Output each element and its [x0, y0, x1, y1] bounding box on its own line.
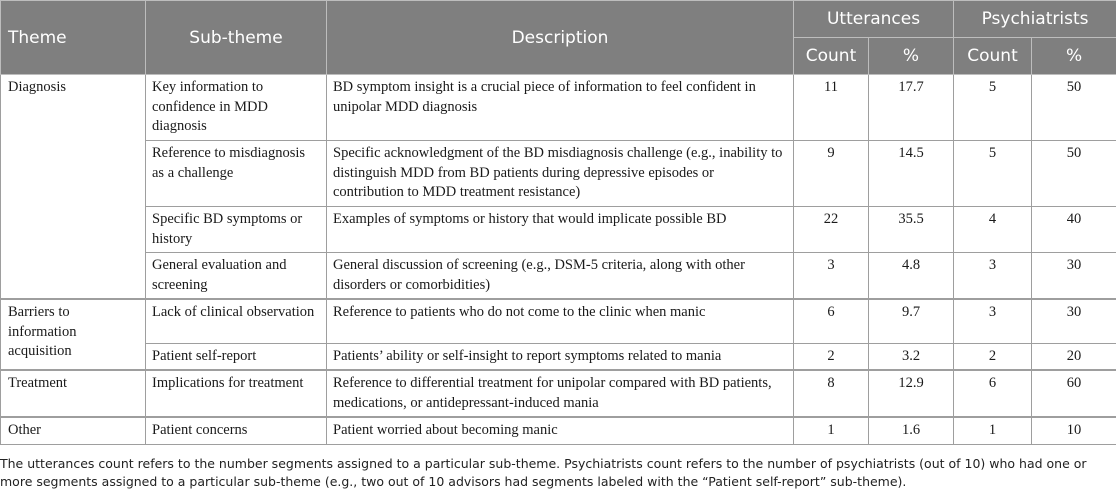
utterances-pct-cell: 14.5	[869, 141, 954, 207]
utterances-count-cell: 22	[794, 207, 869, 253]
theme-treatment: Treatment	[1, 370, 146, 417]
header-utterances-pct: %	[869, 38, 954, 75]
psychiatrists-pct-cell: 40	[1032, 207, 1116, 253]
utterances-pct-cell: 17.7	[869, 75, 954, 141]
psychiatrists-count-cell: 1	[954, 417, 1032, 444]
utterances-count-cell: 9	[794, 141, 869, 207]
table-row	[1, 75, 1116, 141]
utterances-pct-cell: 3.2	[869, 343, 954, 370]
subtheme-cell: Reference to misdiagnosis as a challenge	[146, 141, 327, 207]
utterances-count-cell: 8	[794, 370, 869, 417]
description-cell: Patient worried about becoming manic	[327, 417, 794, 444]
table-row	[1, 141, 1116, 207]
description-cell: Patients’ ability or self-insight to report symptoms related to mania	[327, 343, 794, 370]
theme-other: Other	[1, 417, 146, 444]
header-utterances-count: Count	[794, 38, 869, 75]
table-row	[1, 417, 1116, 444]
theme-diagnosis: Diagnosis	[1, 75, 146, 300]
utterances-count-cell: 6	[794, 299, 869, 343]
utterances-pct-cell: 1.6	[869, 417, 954, 444]
psychiatrists-count-cell: 4	[954, 207, 1032, 253]
utterances-count-cell: 11	[794, 75, 869, 141]
subtheme-cell: Key information to confidence in MDD diagnosis	[146, 75, 327, 141]
subtheme-cell: General evaluation and screening	[146, 253, 327, 300]
header-psychiatrists-pct: %	[1032, 38, 1116, 75]
utterances-count-cell: 3	[794, 253, 869, 300]
psychiatrists-pct-cell: 30	[1032, 299, 1116, 343]
header-psychiatrists-count: Count	[954, 38, 1032, 75]
psychiatrists-pct-cell: 10	[1032, 417, 1116, 444]
description-cell: BD symptom insight is a crucial piece of information to feel confident in unipolar MDD diagnosis	[327, 75, 794, 141]
utterances-count-cell: 1	[794, 417, 869, 444]
utterances-pct-cell: 9.7	[869, 299, 954, 343]
table-row	[1, 343, 1116, 370]
header-subtheme: Sub-theme	[146, 1, 327, 75]
table-row	[1, 253, 1116, 300]
table-footnote: The utterances count refers to the number segments assigned to a particular sub-theme. Psychiatrists count refers to the number of psychiatrists (out of 10) who had one or more segments assigned to a particular sub-theme (e.g., two out of 10 advisors had segments labeled with the “Patient self-report” sub-theme).	[0, 456, 1087, 489]
header-description: Description	[327, 1, 794, 75]
psychiatrists-pct-cell: 60	[1032, 370, 1116, 417]
description-cell: General discussion of screening (e.g., DSM-5 criteria, along with other disorders or comorbidities)	[327, 253, 794, 300]
psychiatrists-count-cell: 3	[954, 253, 1032, 300]
description-cell: Reference to differential treatment for unipolar compared with BD patients, medications, or antidepressant-induced mania	[327, 370, 794, 417]
psychiatrists-count-cell: 6	[954, 370, 1032, 417]
theme-barriers: Barriers to information acquisition	[1, 299, 146, 370]
psychiatrists-count-cell: 3	[954, 299, 1032, 343]
subtheme-cell: Patient concerns	[146, 417, 327, 444]
description-cell: Reference to patients who do not come to the clinic when manic	[327, 299, 794, 343]
psychiatrists-pct-cell: 50	[1032, 75, 1116, 141]
subtheme-cell: Implications for treatment	[146, 370, 327, 417]
psychiatrists-pct-cell: 20	[1032, 343, 1116, 370]
psychiatrists-pct-cell: 30	[1032, 253, 1116, 300]
description-cell: Examples of symptoms or history that would implicate possible BD	[327, 207, 794, 253]
utterances-pct-cell: 4.8	[869, 253, 954, 300]
psychiatrists-count-cell: 5	[954, 141, 1032, 207]
subtheme-cell: Lack of clinical observation	[146, 299, 327, 343]
subtheme-cell: Patient self-report	[146, 343, 327, 370]
header-utterances: Utterances	[794, 1, 954, 38]
table-row	[1, 370, 1116, 417]
utterances-count-cell: 2	[794, 343, 869, 370]
header-theme: Theme	[1, 1, 146, 75]
subtheme-cell: Specific BD symptoms or history	[146, 207, 327, 253]
header-psychiatrists: Psychiatrists	[954, 1, 1116, 38]
table-row	[1, 299, 1116, 343]
psychiatrists-count-cell: 2	[954, 343, 1032, 370]
psychiatrists-count-cell: 5	[954, 75, 1032, 141]
description-cell: Specific acknowledgment of the BD misdiagnosis challenge (e.g., inability to distinguish MDD from BD patients during depressive episodes or contribution to MDD treatment resistance)	[327, 141, 794, 207]
table-row	[1, 207, 1116, 253]
utterances-pct-cell: 35.5	[869, 207, 954, 253]
utterances-pct-cell: 12.9	[869, 370, 954, 417]
psychiatrists-pct-cell: 50	[1032, 141, 1116, 207]
